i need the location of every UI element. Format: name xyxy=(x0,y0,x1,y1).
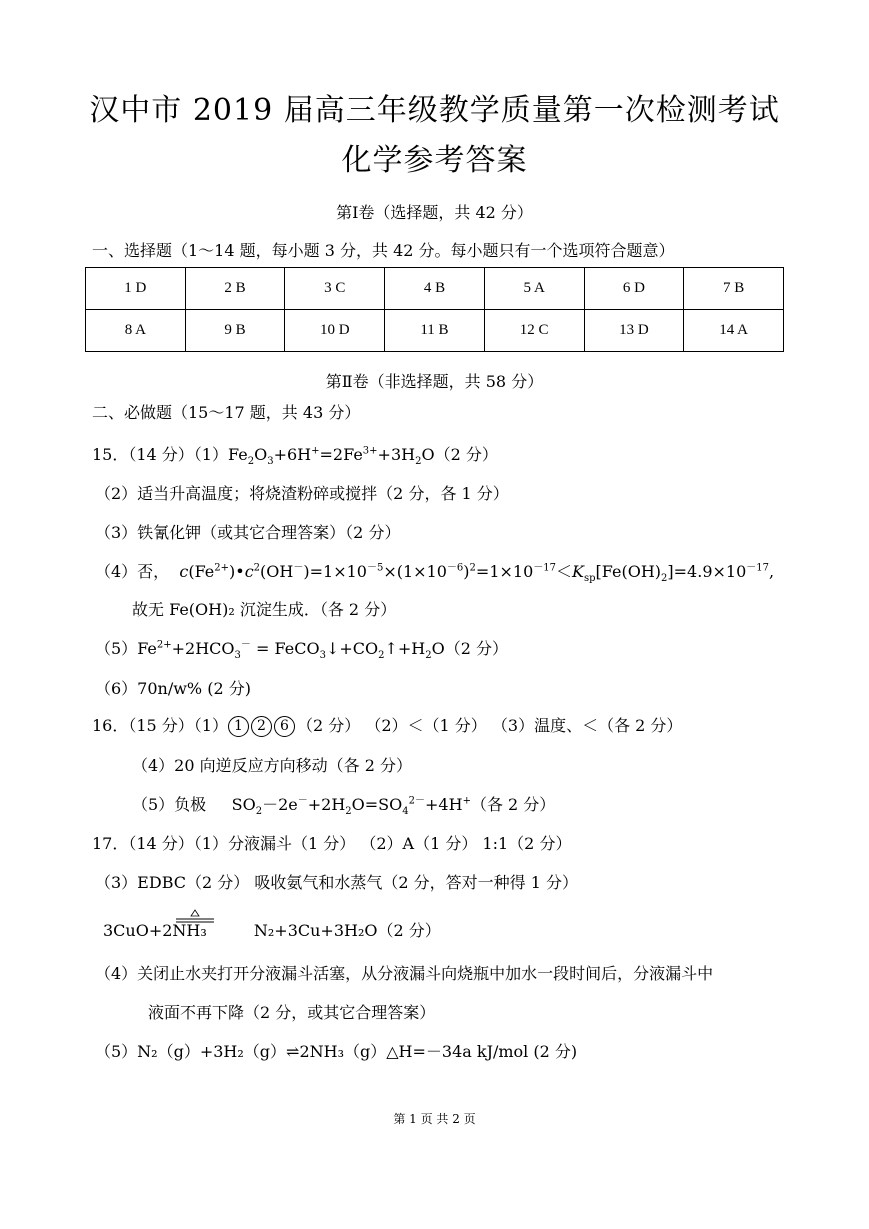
q15-equation1: $Fe_2O_3+6H^+=2Fe^{3+}+3H_2O$ xyxy=(228,445,435,468)
answer-cell: 1 D xyxy=(86,268,186,310)
q15-line3: （3）铁氰化钾（或其它合理答案）（2 分） xyxy=(95,523,401,542)
q15-score1: （2 分） xyxy=(434,445,498,464)
q15-line5 xyxy=(95,636,509,662)
answer-cell: 4 B xyxy=(385,268,485,310)
table-row xyxy=(86,310,784,352)
q15-line6: （6）70n/w% (2 分) xyxy=(95,679,251,698)
answer-cell: 10 D xyxy=(285,310,385,352)
q15-l5-prefix: （5） xyxy=(95,639,138,658)
part1-heading: 第Ⅰ卷（选择题，共 42 分） xyxy=(336,203,533,222)
q15-equation5: $Fe^{2+}+2HCO_3^-$ = $FeCO_3↓+CO_2↑+H_2O$ xyxy=(137,639,445,662)
page-subtitle: 化学参考答案 xyxy=(341,143,528,178)
answer-cell: 8 A xyxy=(86,310,186,352)
part1-section-title: 一、选择题（1～14 题，每小题 3 分，共 42 分。每小题只有一个选项符合题意） xyxy=(92,241,675,260)
answer-cell: 14 A xyxy=(684,310,784,352)
q17-eq-right: N₂+3Cu+3H₂O（2 分） xyxy=(248,921,441,940)
q16-l3-prefix: （5）负极 xyxy=(132,795,207,814)
page-title: 汉中市 2019 届高三年级教学质量第一次检测考试 xyxy=(89,93,780,128)
q17-line2: （3）EDBC（2 分） 吸收氨气和水蒸气（2 分，答对一种得 1 分） xyxy=(95,873,578,892)
q16-prefix: 16．（15 分）（1） xyxy=(92,716,228,735)
q15-line4b: 故无 Fe(OH)₂ 沉淀生成．（各 2 分） xyxy=(132,600,397,619)
q15-line1 xyxy=(92,442,498,468)
answer-cell: 2 B xyxy=(185,268,285,310)
q17-line1: 17．（14 分）（1）分液漏斗（1 分） （2）A（1 分） 1:1（2 分） xyxy=(92,834,572,853)
q16-line1-rest: （2 分） （2）＜（1 分） （3）温度、＜（各 2 分） xyxy=(297,716,683,735)
part2-section-title: 二、必做题（15～17 题，共 43 分） xyxy=(92,403,361,422)
q17-line4a: （4）关闭止水夹打开分液漏斗活塞，从分液漏斗向烧瓶中加水一段时间后，分液漏斗中 xyxy=(95,964,714,983)
q15-ksp-equation: $c(Fe^{2+})•c^2(OH^-)=1\times 10^{-5}\times(1\times 10^{-6})^2=1\times 10^{-17}<K_{sp}[Fe(OH)_2]=4.9\times 10^{-17}$, xyxy=(179,562,775,585)
answer-cell: 7 B xyxy=(684,268,784,310)
answer-cell: 6 D xyxy=(584,268,684,310)
circled-number: 6 xyxy=(274,716,295,737)
answer-cell: 5 A xyxy=(484,268,584,310)
q17-line4b: 液面不再下降（2 分，或其它合理答案） xyxy=(148,1003,436,1022)
q16-equation: $SO_2-2e^-+2H_2O=SO_4^{2-}+4H^+$ xyxy=(206,795,471,818)
answer-cell: 9 B xyxy=(185,310,285,352)
q16-line2: （4）20 向逆反应方向移动（各 2 分） xyxy=(132,756,412,775)
q15-line2: （2）适当升高温度；将烧渣粉碎或搅拌（2 分，各 1 分） xyxy=(95,484,509,503)
q17-equation xyxy=(103,918,441,941)
circled-number: 2 xyxy=(251,716,272,737)
q15-line4 xyxy=(95,559,775,585)
q15-prefix: 15．（14 分）（1） xyxy=(92,445,228,464)
q17-eq-left: 3CuO+2NH₃ xyxy=(103,921,207,940)
page-footer: 第 1 页 共 2 页 xyxy=(393,1112,476,1126)
part2-heading: 第Ⅱ卷（非选择题，共 58 分） xyxy=(325,372,544,391)
q15-score5: （2 分） xyxy=(444,639,509,658)
q16-line1 xyxy=(92,713,682,737)
q16-line3 xyxy=(132,792,556,818)
answer-cell: 12 C xyxy=(484,310,584,352)
q15-l4-prefix: （4）否， xyxy=(95,562,170,581)
answer-cell: 3 C xyxy=(285,268,385,310)
circled-number: 1 xyxy=(228,716,249,737)
answer-cell: 13 D xyxy=(584,310,684,352)
answer-table xyxy=(85,267,784,352)
table-row xyxy=(86,268,784,310)
answer-cell: 11 B xyxy=(385,310,485,352)
q17-line5: （5）N₂（g）+3H₂（g）⇌2NH₃（g）△H=－34a kJ/mol (2 分) xyxy=(95,1042,578,1061)
q16-score3: （各 2 分） xyxy=(470,795,556,814)
